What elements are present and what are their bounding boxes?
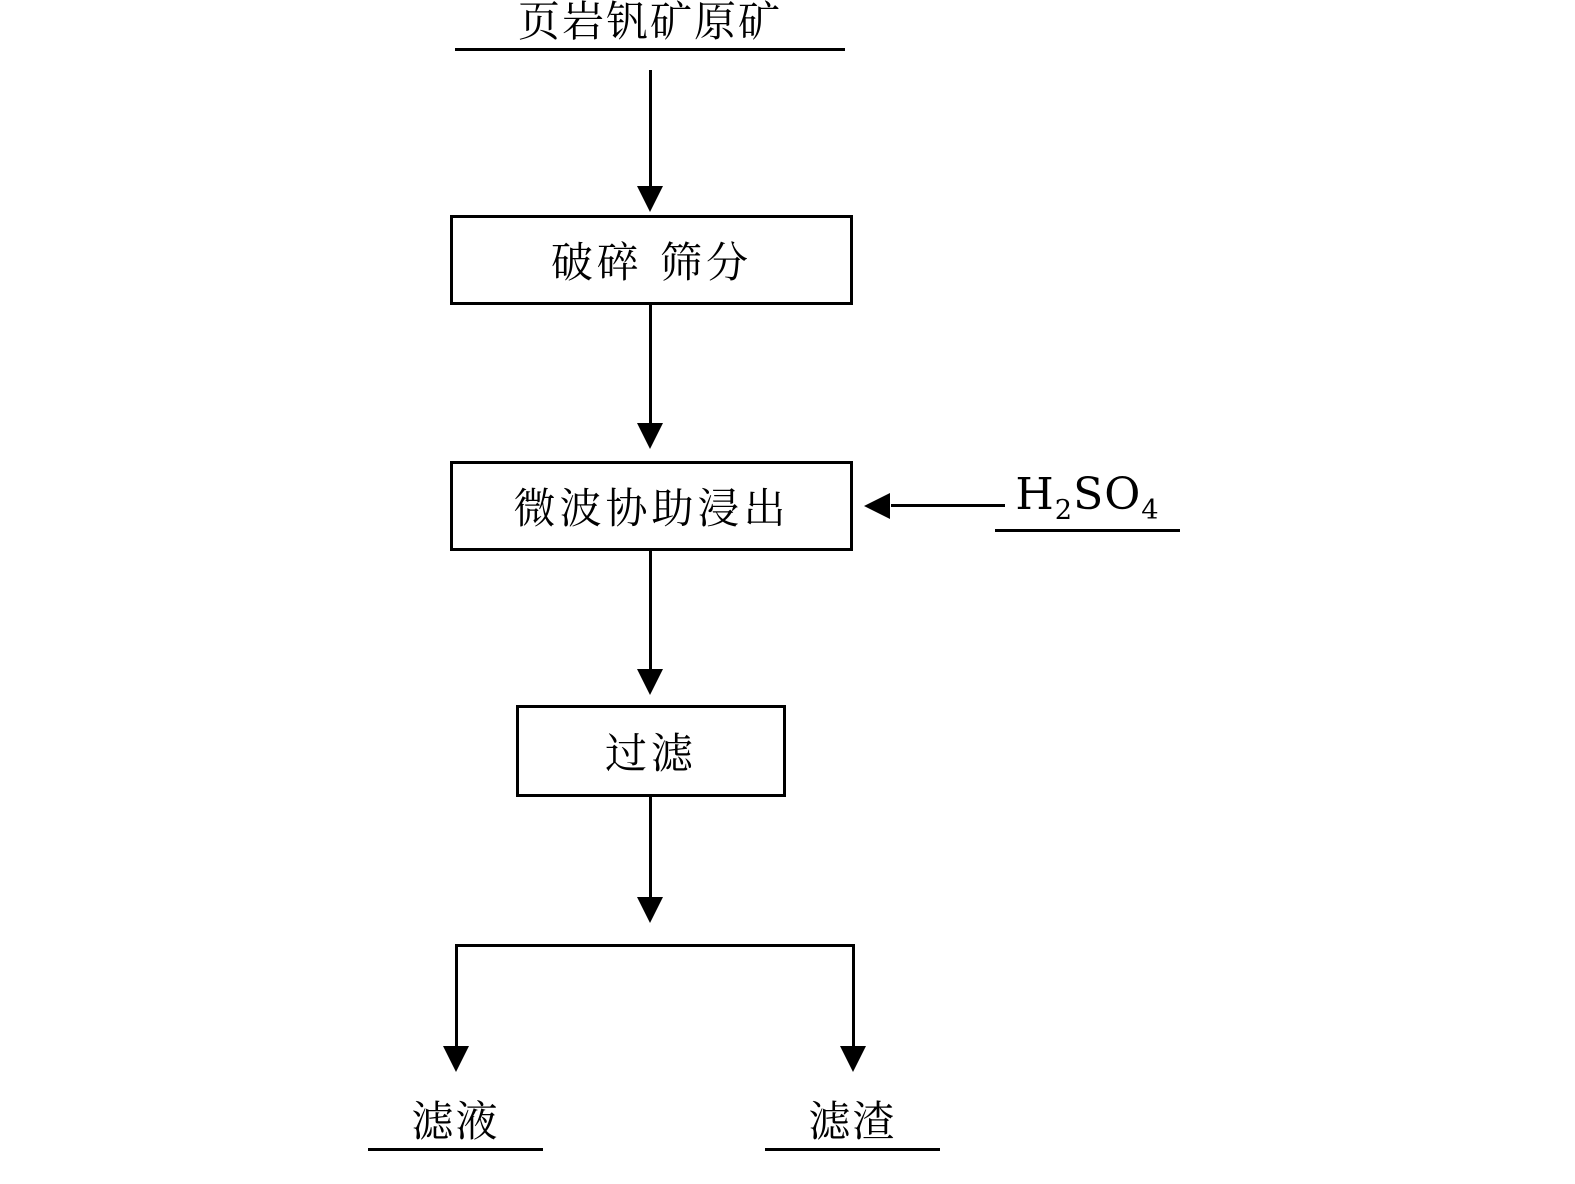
terminal-filtrate-underline bbox=[368, 1148, 543, 1151]
box-microwave-leach-label: 微波协助浸出 bbox=[513, 484, 790, 533]
edge-split-to-filtrate bbox=[455, 944, 458, 1050]
box-crush-screen-label: 破碎 筛分 bbox=[550, 238, 753, 287]
reagent-sulfuric-acid-underline bbox=[995, 529, 1180, 532]
edge-ore-to-crush bbox=[649, 70, 652, 190]
terminal-residue-underline bbox=[765, 1148, 940, 1151]
box-microwave-leach[interactable] bbox=[450, 461, 853, 551]
terminal-residue bbox=[765, 1097, 940, 1151]
edge-acid-to-leach-arrowhead bbox=[864, 493, 890, 519]
box-crush-screen[interactable] bbox=[450, 215, 853, 305]
edge-filter-to-split bbox=[649, 797, 652, 901]
edge-acid-to-leach bbox=[891, 504, 1005, 507]
edge-crush-to-leach-arrowhead bbox=[637, 423, 663, 449]
terminal-raw-ore-label: 页岩钒矿原矿 bbox=[517, 0, 782, 46]
edge-split-to-filtrate-arrowhead bbox=[443, 1046, 469, 1072]
edge-leach-to-filter bbox=[649, 551, 652, 673]
terminal-residue-label: 滤渣 bbox=[808, 1097, 897, 1146]
edge-filter-to-split-arrowhead bbox=[637, 897, 663, 923]
edge-split-to-residue-arrowhead bbox=[840, 1046, 866, 1072]
edge-leach-to-filter-arrowhead bbox=[637, 669, 663, 695]
box-filter[interactable] bbox=[516, 705, 786, 797]
edge-split-bar bbox=[455, 944, 855, 947]
box-filter-label: 过滤 bbox=[604, 729, 697, 778]
terminal-filtrate bbox=[368, 1097, 543, 1151]
terminal-raw-ore-underline bbox=[455, 48, 845, 51]
reagent-sulfuric-acid bbox=[995, 469, 1180, 532]
edge-split-to-residue bbox=[852, 944, 855, 1050]
edge-ore-to-crush-arrowhead bbox=[637, 186, 663, 212]
edge-crush-to-leach bbox=[649, 305, 652, 427]
reagent-sulfuric-acid-label: $H_2SO_4$ bbox=[1015, 469, 1160, 526]
terminal-filtrate-label: 滤液 bbox=[411, 1097, 500, 1146]
terminal-raw-ore bbox=[455, 0, 845, 51]
